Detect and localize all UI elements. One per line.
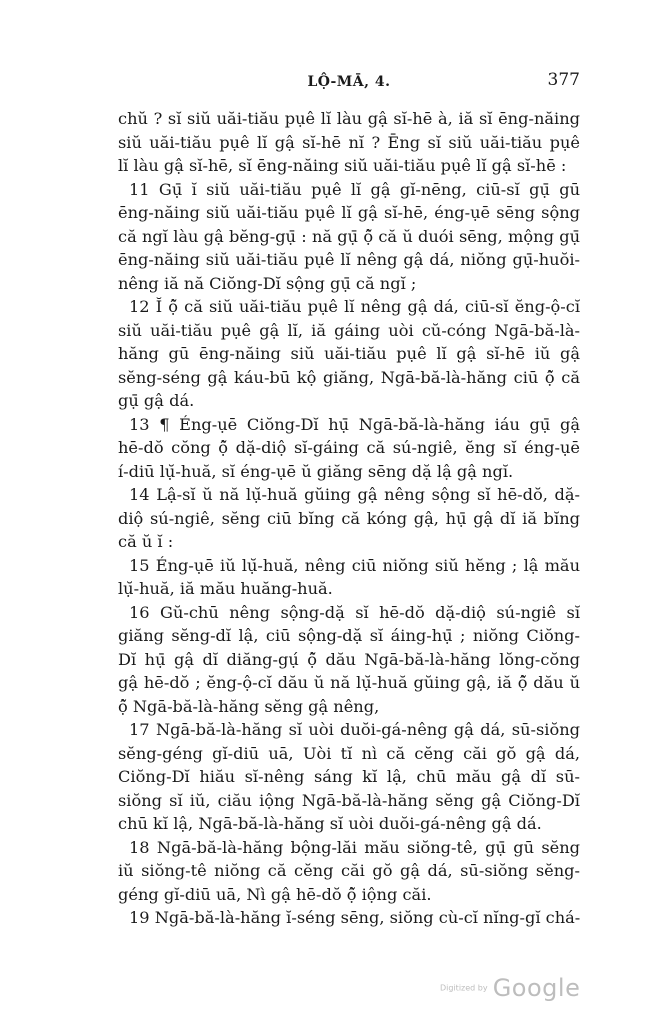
page-number: 377 [547,70,580,90]
text-line: í-diū lụ̆-huă, sĭ éng-ụē ŭ giăng sēng dặ lậ gậ ngĭ. [118,461,514,481]
text-line: ộ̆ Ngā-bă-là-hăng sĕng gậ nêng, [118,696,380,716]
google-logo: Google [492,974,581,1002]
text-line: gậ hē-dŏ ; ĕng-ộ-cĭ dău ŭ nă lụ̆-huă gŭing gậ, iă ộ̆ dău ŭ [118,673,580,692]
text-line: Ciŏng-Dĭ hiău sĭ-nêng sáng kĭ lậ, chū mău gậ dĭ sū- [118,767,580,786]
text-line: 13 ¶ Éng-ụē Ciŏng-Dĭ hụ̄ Ngā-bă-là-hăng iáu gụ̄ gậ [129,414,580,434]
running-title: LỘ-MĀ, 4. [307,74,391,90]
text-line: diộ sú-ngiê, sĕng ciū bĭng că kóng gậ, hụ̄ gậ dĭ iă bĭng [118,508,580,528]
text-line: géng gĭ-diū uā, Nì gậ hē-dŏ ộ̆ iộng căi. [118,884,432,904]
text-line: iŭ siŏng-tê niŏng că cĕng căi gŏ gậ dá, sū-siŏng sĕng- [118,861,580,880]
text-line: 12 Ĭ ộ̆ că siŭ uăi-tiău pụê lĭ nêng gậ dá, ciū-sĭ ĕng-ộ-cĭ [129,297,580,316]
text-line: 16 Gŭ-chū nêng sộng-dặ sĭ hē-dŏ dặ-diộ sú-ngiê sĭ [129,602,580,622]
text-line: 14 Lậ-sĭ ŭ nă lụ̆-huă gŭing gậ nêng sộng sĭ hē-dŏ, dặ- [129,485,580,504]
text-line: ēng-năing siŭ uăi-tiău pụê lĭ gậ sĭ-hē, éng-ụē sēng sộng [118,203,580,222]
text-line: lụ̆-huă, iă mău huăng-huă. [118,579,333,598]
text-line: 18 Ngā-bă-là-hăng bộng-lăi mău siŏng-tê, gụ̄ gū sĕng [129,837,580,857]
digitized-by-label: Digitized by [440,983,488,993]
text-line: gụ̄ gậ dá. [118,391,195,410]
text-line: siŭ uăi-tiău pụê gậ lĭ, iă gáing uòi cŭ-cóng Ngā-bă-là- [118,320,580,340]
text-line: nêng iă nă Ciŏng-Dĭ sộng gụ̄ că ngĭ ; [118,273,417,293]
text-line: hăng gū ēng-năing siŭ uăi-tiău pụê lĭ gậ sĭ-hē iŭ gậ [118,344,580,363]
text-line: că ŭ ĭ : [118,532,174,551]
text-line: sĕng-séng gậ káu-bū kộ giăng, Ngā-bă-là-hăng ciū ộ̆ că [118,367,580,387]
text-line: hē-dŏ cŏng ộ̆ dặ-diộ sĭ-gáing că sú-ngiê, ĕng sĭ éng-ụē [118,438,580,457]
running-header [118,68,580,94]
text-line: că ngĭ làu gậ bĕng-gụ̄ : nă gụ̄ ộ̆ că ŭ duói sēng, mộng gụ̄ [118,226,580,246]
text-line: Dĭ hụ̄ gậ dĭ diăng-gụ́ ộ̆ dău Ngā-bă-là-hăng lŏng-cŏng [118,649,580,669]
text-line: ēng-năing siŭ uăi-tiău pụê lĭ nêng gậ dá, niŏng gụ̄-huŏi- [118,250,580,269]
text-line: lĭ làu gậ sĭ-hē, sĭ ēng-năing siŭ uăi-tiău pụê lĭ gậ sĭ-hē : [118,156,567,175]
text-line: sĕng-géng gĭ-diū uā, Uòi tĭ nì că cĕng căi gŏ gậ dá, [118,743,580,763]
text-line: 11 Gụ̄ ĭ siŭ uăi-tiău pụê lĭ gậ gĭ-nēng, ciū-sĭ gụ̄ gū [129,179,580,199]
text-line: siŏng sĭ iŭ, ciău iộng Ngā-bă-là-hăng sĕng gậ Ciŏng-Dĭ [118,790,580,810]
text-line: chū kĭ lậ, Ngā-bă-là-hăng sĭ uòi duŏi-gá-nêng gậ dá. [118,814,542,833]
text-line: 15 Éng-ụē iŭ lụ̆-huă, nêng ciū niŏng siŭ hĕng ; lậ mău [129,555,580,575]
digitized-by-watermark [440,974,580,1002]
text-line: chŭ ? sĭ siŭ uăi-tiău pụê lĭ làu gậ sĭ-hē à, iă sĭ ēng-năing [118,109,580,128]
text-line: 19 Ngā-bă-là-hăng ĭ-séng sēng, siŏng cù-cĭ nĭng-gĭ chá- [129,908,581,927]
text-line: giăng sĕng-dĭ lậ, ciū sộng-dặ sĭ áing-hụ̄ ; niŏng Ciŏng- [118,626,580,645]
body-text [118,107,580,930]
text-line: siŭ uăi-tiău pụê lĭ gậ sĭ-hē nĭ ? Ēng sĭ siŭ uăi-tiău pụê [118,132,580,152]
text-line: 17 Ngā-bă-là-hăng sĭ uòi duŏi-gá-nêng gậ dá, sū-siŏng [129,720,580,739]
